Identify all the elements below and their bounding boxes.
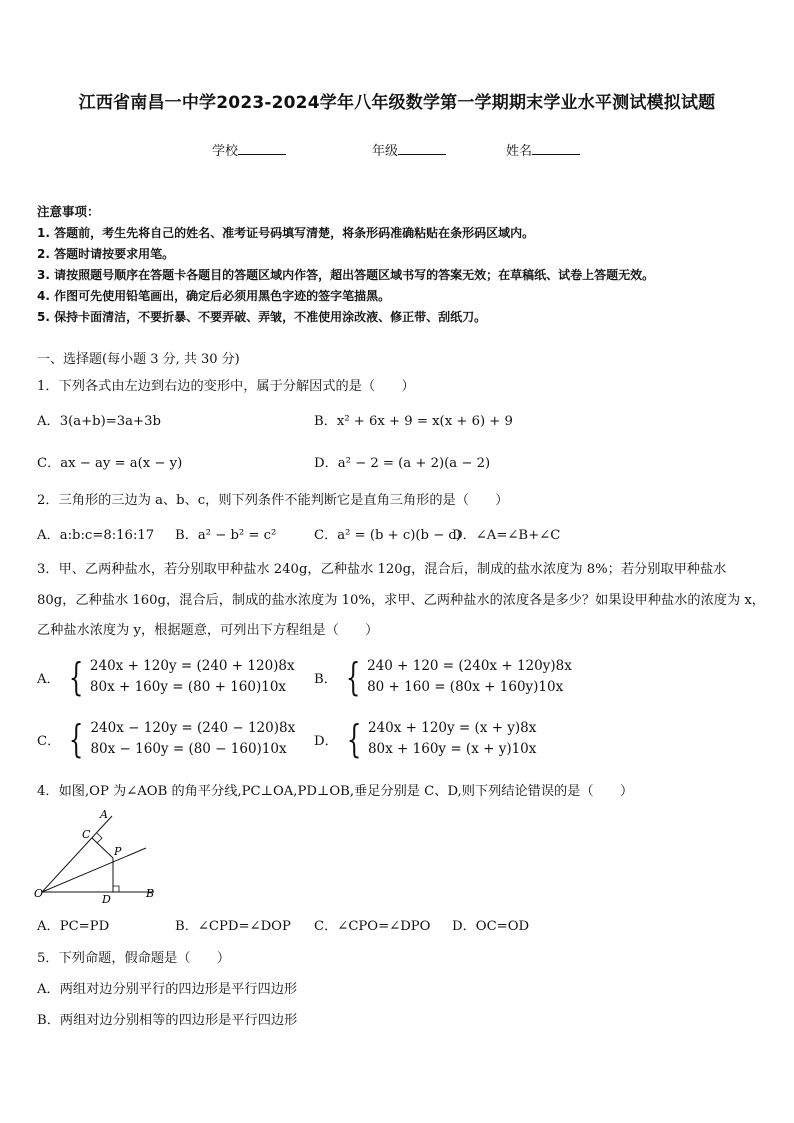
q5-option-b: B．两组对边分别相等的四边形是平行四边形 [37, 1013, 298, 1028]
label-b: B [146, 887, 155, 900]
question-2-stem: 2．三角形的三边为 a、b、c，则下列条件不能判断它是直角三角形的是（ ） [37, 493, 509, 508]
q3-option-c: C． { 240x − 120y = (240 − 120)8x 80x − 160y = (80 − 160)10x [37, 717, 296, 761]
question-4-stem: 4．如图,OP 为∠AOB 的角平分线,PC⊥OA,PD⊥OB,垂足分别是 C、D,则下列结论错误的是（ ） [37, 784, 634, 799]
name-field: 姓名 [506, 140, 580, 159]
q3-option-d: D． { 240x + 120y = (x + y)8x 80x + 160y = (x + y)10x [314, 717, 537, 761]
label-c: C [82, 828, 91, 841]
q2-option-a: A．a:b:c=8:16:17 [37, 528, 155, 543]
q2-option-d: D．∠A=∠B+∠C [452, 528, 561, 543]
label-d: D [102, 893, 111, 904]
label-p: P [114, 845, 122, 858]
q5-option-a: A．两组对边分别平行的四边形是平行四边形 [37, 982, 298, 997]
q3-option-b: B． { 240 + 120 = (240x + 120y)8x 80 + 160 = (80x + 160y)10x [314, 655, 572, 699]
note-item: 1. 答题前，考生先将自己的姓名、准考证号码填写清楚，将条形码准确粘贴在条形码区域内。 [37, 226, 535, 240]
notes-title: 注意事项： [37, 204, 100, 219]
q4-option-a: A．PC=PD [37, 919, 110, 934]
q3-option-a: A． { 240x + 120y = (240 + 120)8x 80x + 160y = (80 + 160)10x [37, 655, 295, 699]
angle-bisector-diagram [34, 808, 164, 904]
name-blank [532, 142, 580, 155]
label-o: O [34, 887, 44, 900]
q2-option-b: B．a² − b² = c² [175, 528, 277, 543]
q1-option-d: D．a² − 2 = (a + 2)(a − 2) [314, 456, 491, 471]
label-a: A [100, 808, 108, 821]
q4-option-b: B．∠CPD=∠DOP [175, 919, 291, 934]
right-angle-mark-d [113, 886, 119, 892]
q4-option-c: C．∠CPO=∠DPO [314, 919, 431, 934]
question-1-stem: 1．下列各式由左边到右边的变形中，属于分解因式的是（ ） [37, 379, 415, 394]
q1-option-a: A．3(a+b)=3a+3b [37, 414, 161, 429]
right-angle-mark-c [97, 833, 102, 843]
q1-option-c: C．ax − ay = a(x − y) [37, 456, 183, 471]
grade-field: 年级 [372, 140, 446, 159]
note-item: 4. 作图可先使用铅笔画出，确定后必须用黑色字迹的签字笔描黑。 [37, 289, 391, 303]
ray-oa [42, 816, 112, 892]
section-heading: 一、选择题(每小题 3 分, 共 30 分) [37, 352, 240, 367]
school-blank [238, 142, 286, 155]
question-3-stem: 3．甲、乙两种盐水，若分别取甲种盐水 240g，乙种盐水 120g，混合后，制成的盐水浓度为 8%；若分别取甲种盐水 80g，乙种盐水 160g，混合后，制成的盐水浓度为 10%，求甲、乙两种盐水的浓度各是多少？如果设甲种盐水的浓度为 x，乙种盐水浓度为 y，根据题意，可列出下方程组是（ ） [37, 562, 765, 638]
note-item: 3. 请按照题号顺序在答题卡各题目的答题区域内作答，超出答题区域书写的答案无效；在草稿纸、试卷上答题无效。 [37, 268, 655, 282]
question-5-stem: 5．下列命题，假命题是（ ） [37, 951, 231, 966]
ray-op [42, 848, 146, 892]
page-title: 江西省南昌一中学2023-2024学年八年级数学第一学期期末学业水平测试模拟试题 [78, 93, 716, 113]
q4-option-d: D．OC=OD [452, 919, 530, 934]
q2-option-c: C．a² = (b + c)(b − c) [314, 528, 461, 543]
q1-option-b: B．x² + 6x + 9 = x(x + 6) + 9 [314, 414, 513, 429]
grade-blank [398, 142, 446, 155]
school-field: 学校 [212, 140, 286, 159]
segment-pc [92, 838, 113, 858]
note-item: 2. 答题时请按要求用笔。 [37, 247, 175, 261]
note-item: 5. 保持卡面清洁，不要折暴、不要弄破、弄皱，不准使用涂改液、修正带、刮纸刀。 [37, 310, 487, 324]
